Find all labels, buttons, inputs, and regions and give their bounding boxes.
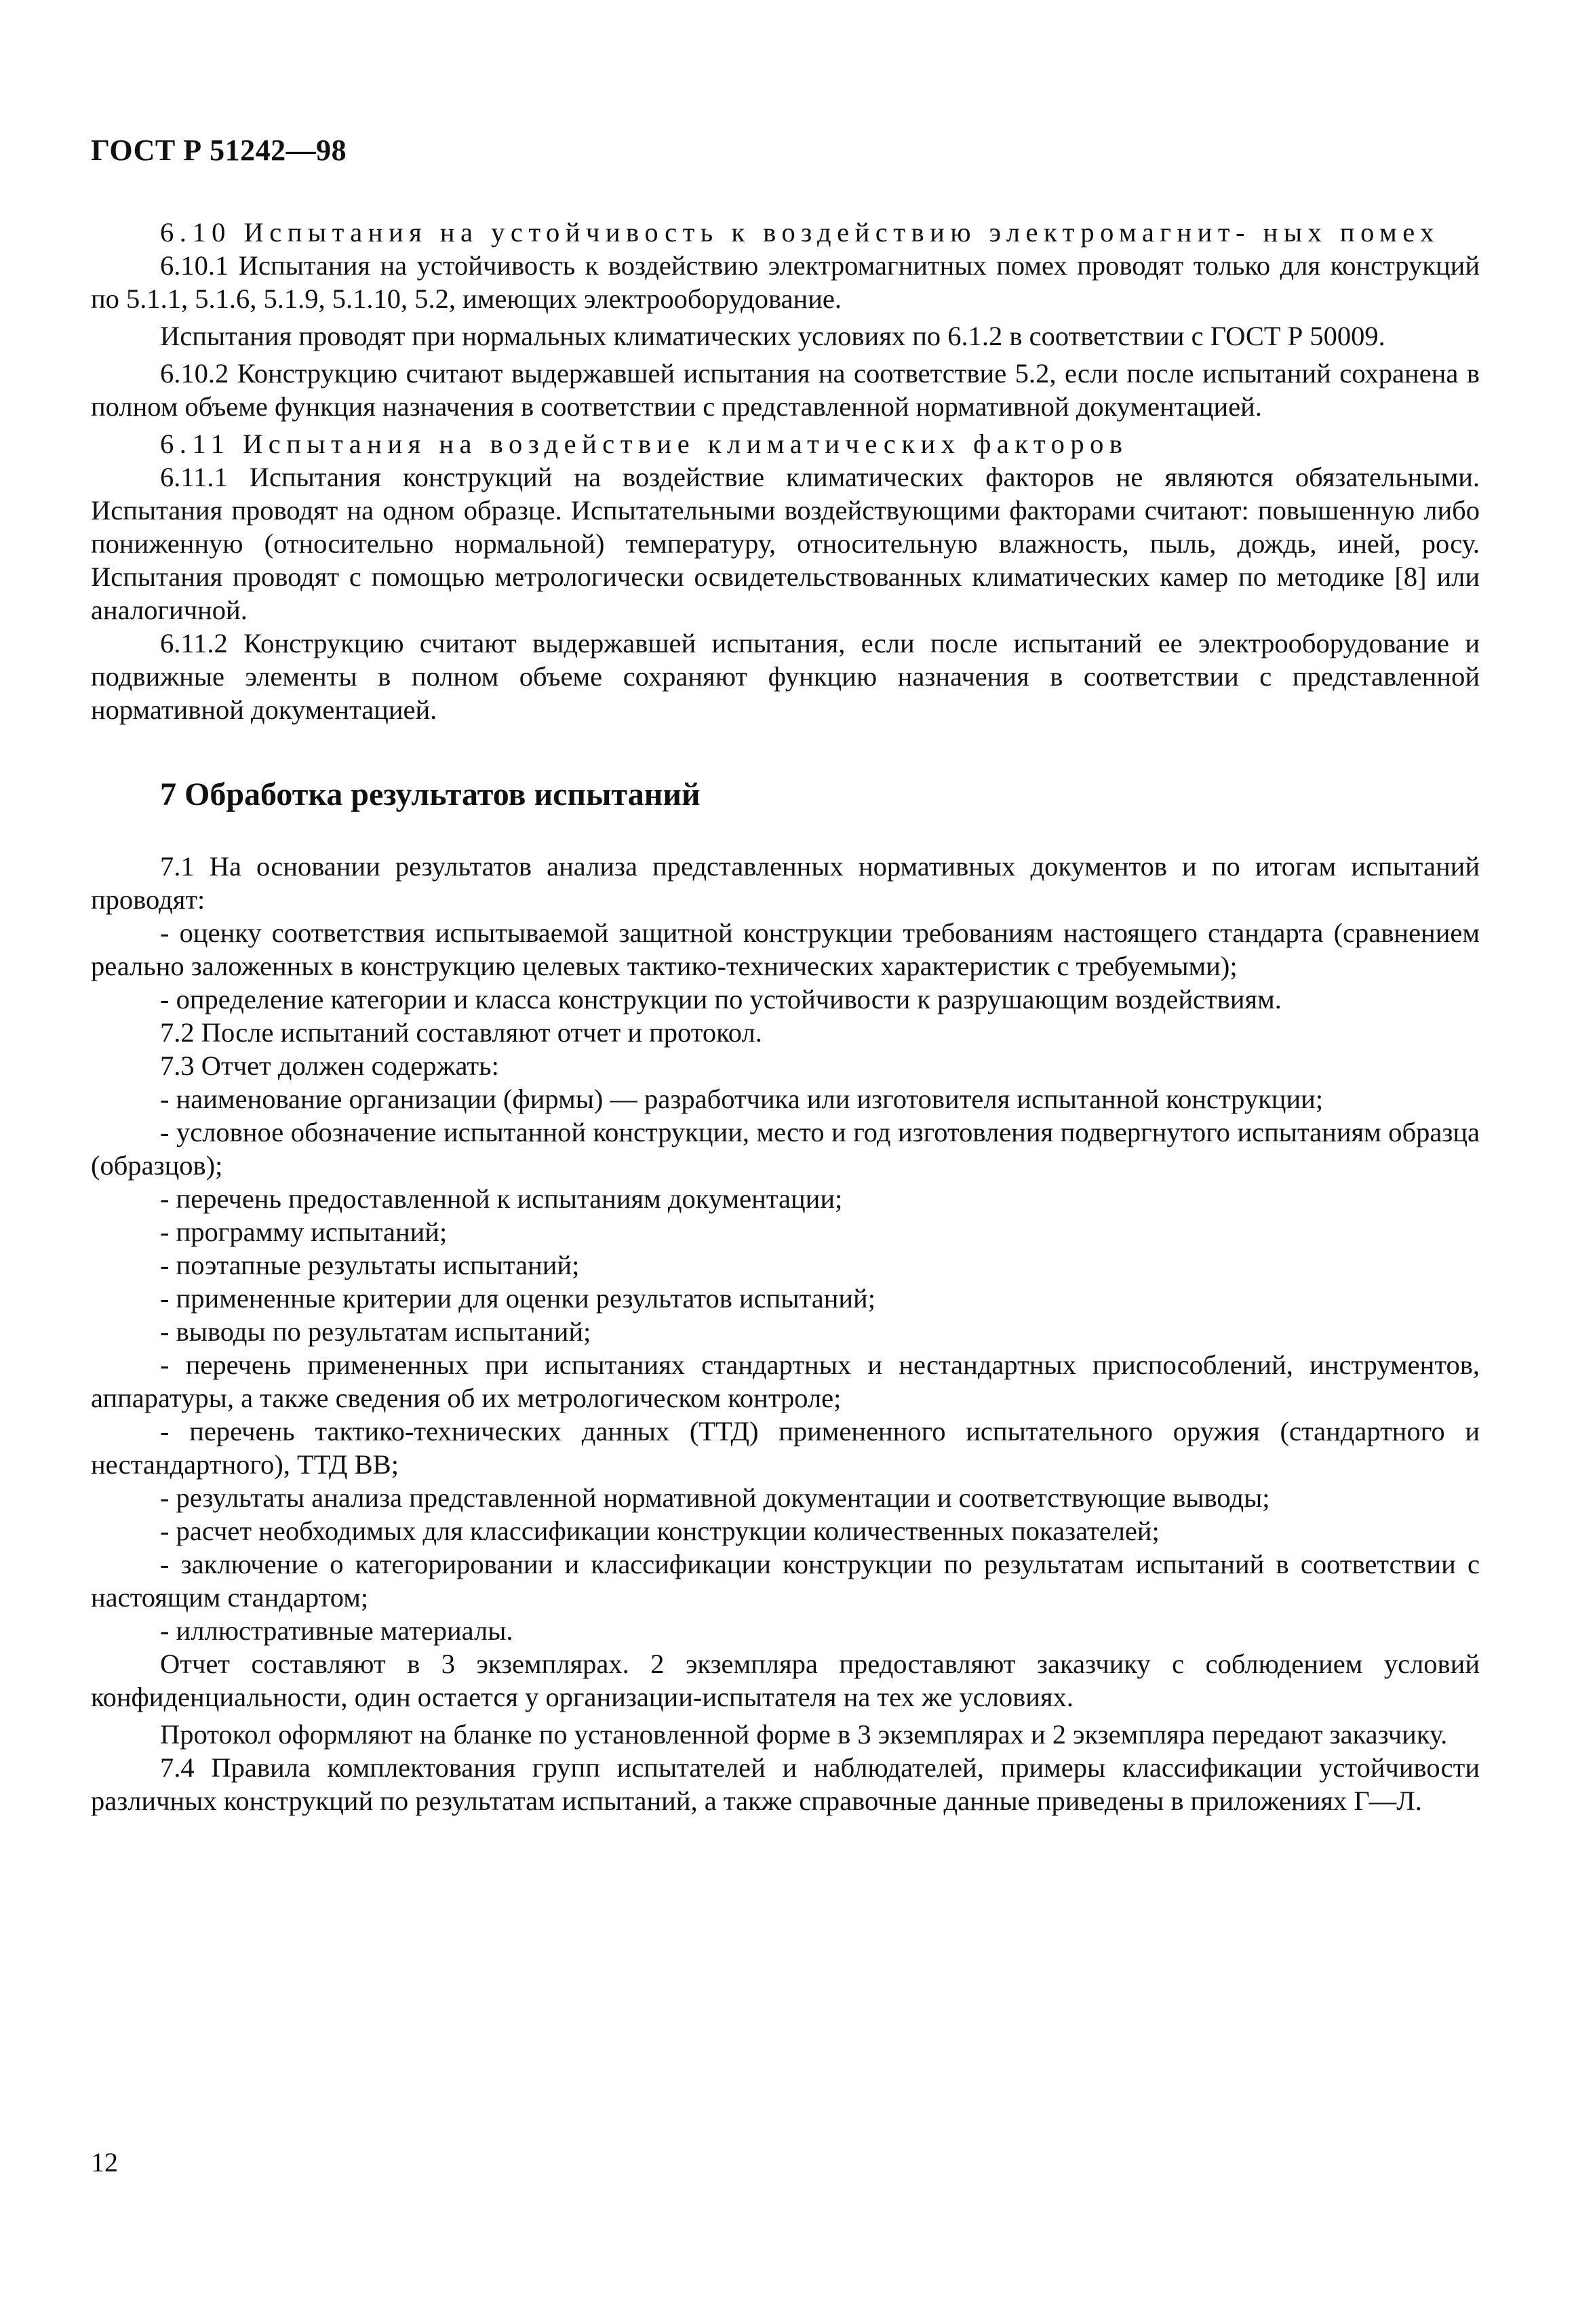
list-item: - программу испытаний; bbox=[160, 1217, 448, 1247]
paragraph-6-10-1: 6.10.1 Испытания на устойчивость к воздействию электромагнитных помех проводят только для конструкций по 5.1.1, 5.1.6, 5.1.9, 5.1.10, 5.2, имеющих электрооборудование. bbox=[91, 250, 1480, 314]
paragraph-7-2: 7.2 После испытаний составляют отчет и протокол. bbox=[160, 1017, 762, 1048]
list-item: - перечень предоставленной к испытаниям документации; bbox=[160, 1183, 843, 1214]
paragraph-7-3: 7.3 Отчет должен содержать: bbox=[160, 1050, 499, 1081]
subsection-title-6-11: 6.11 Испытания на воздействие климатических факторов bbox=[160, 429, 1128, 459]
list-item: - оценку соответствия испытываемой защитной конструкции требованиям настоящего стандарта (сравнением реально заложенных в конструкцию целевых тактико-технических характеристик с требуемыми); bbox=[91, 918, 1480, 981]
list-item: - иллюстративные материалы. bbox=[160, 1615, 513, 1646]
paragraph-protocol: Протокол оформляют на бланке по установленной форме в 3 экземплярах и 2 экземпляра передают заказчику. bbox=[160, 1719, 1448, 1750]
paragraph-6-10-1-conditions: Испытания проводят при нормальных климатических условиях по 6.1.2 в соответствии с ГОСТ Р 50009. bbox=[160, 321, 1385, 351]
document-id: ГОСТ Р 51242—98 bbox=[91, 134, 347, 167]
paragraph-6-11-1: 6.11.1 Испытания конструкций на воздействие климатических факторов не являются обязательными. Испытания проводят на одном образце. Испытательными воздействующими факторами считают: повышенную либо пониженную (относительно нормальной) температуру, относительную влажность, пыль, дождь, иней, росу. Испытания проводят с помощью метрологически освидетельствованных климатических камер по методике [8] или аналогичной. bbox=[91, 462, 1480, 625]
list-item: - заключение о категорировании и классификации конструкции по результатам испытаний в соответствии с настоящим стандартом; bbox=[91, 1549, 1480, 1613]
document-page bbox=[91, 0, 1480, 2324]
list-item: - примененные критерии для оценки результатов испытаний; bbox=[160, 1283, 875, 1314]
paragraph-7-4: 7.4 Правила комплектования групп испытателей и наблюдателей, примеры классификации устойчивости различных конструкций по результатам испытаний, а также справочные данные приведены в приложениях Г—Л. bbox=[91, 1752, 1480, 1816]
page-number: 12 bbox=[91, 2147, 118, 2178]
paragraph-7-1: 7.1 На основании результатов анализа представленных нормативных документов и по итогам испытаний проводят: bbox=[91, 851, 1480, 915]
list-item: - перечень примененных при испытаниях стандартных и нестандартных приспособлений, инструментов, аппаратуры, а также сведения об их метрологическом контроле; bbox=[91, 1350, 1480, 1413]
list-item: - наименование организации (фирмы) — разработчика или изготовителя испытанной конструкции; bbox=[160, 1084, 1324, 1114]
list-item: - расчет необходимых для классификации конструкции количественных показателей; bbox=[160, 1516, 1160, 1546]
list-item: - результаты анализа представленной нормативной документации и соответствующие выводы; bbox=[160, 1482, 1270, 1513]
list-item: - выводы по результатам испытаний; bbox=[160, 1316, 591, 1347]
subsection-title-6-10: 6.10 Испытания на устойчивость к воздействию электромагнит- ных помех bbox=[160, 217, 1440, 248]
document-body bbox=[91, 216, 1480, 1817]
paragraph-report-copies: Отчет составляют в 3 экземплярах. 2 экземпляра предоставляют заказчику с соблюдением условий конфиденциальности, один остается у организации-испытателя на тех же условиях. bbox=[91, 1649, 1480, 1712]
list-item: - условное обозначение испытанной конструкции, место и год изготовления подвергнутого испытаниям образца (образцов); bbox=[91, 1117, 1480, 1181]
section-title-7: 7 Обработка результатов испытаний bbox=[160, 776, 701, 812]
list-item: - поэтапные результаты испытаний; bbox=[160, 1250, 580, 1280]
list-item: - определение категории и класса конструкции по устойчивости к разрушающим воздействиям. bbox=[160, 984, 1282, 1015]
list-item: - перечень тактико-технических данных (ТТД) примененного испытательного оружия (стандартного и нестандартного), ТТД ВВ; bbox=[91, 1416, 1480, 1480]
paragraph-6-10-2: 6.10.2 Конструкцию считают выдержавшей испытания на соответствие 5.2, если после испытаний сохранена в полном объеме функция назначения в соответствии с представленной нормативной документацией. bbox=[91, 358, 1480, 422]
paragraph-6-11-2: 6.11.2 Конструкцию считают выдержавшей испытания, если после испытаний ее электрооборудование и подвижные элементы в полном объеме сохраняют функцию назначения в соответствии с представленной нормативной документацией. bbox=[91, 628, 1480, 725]
